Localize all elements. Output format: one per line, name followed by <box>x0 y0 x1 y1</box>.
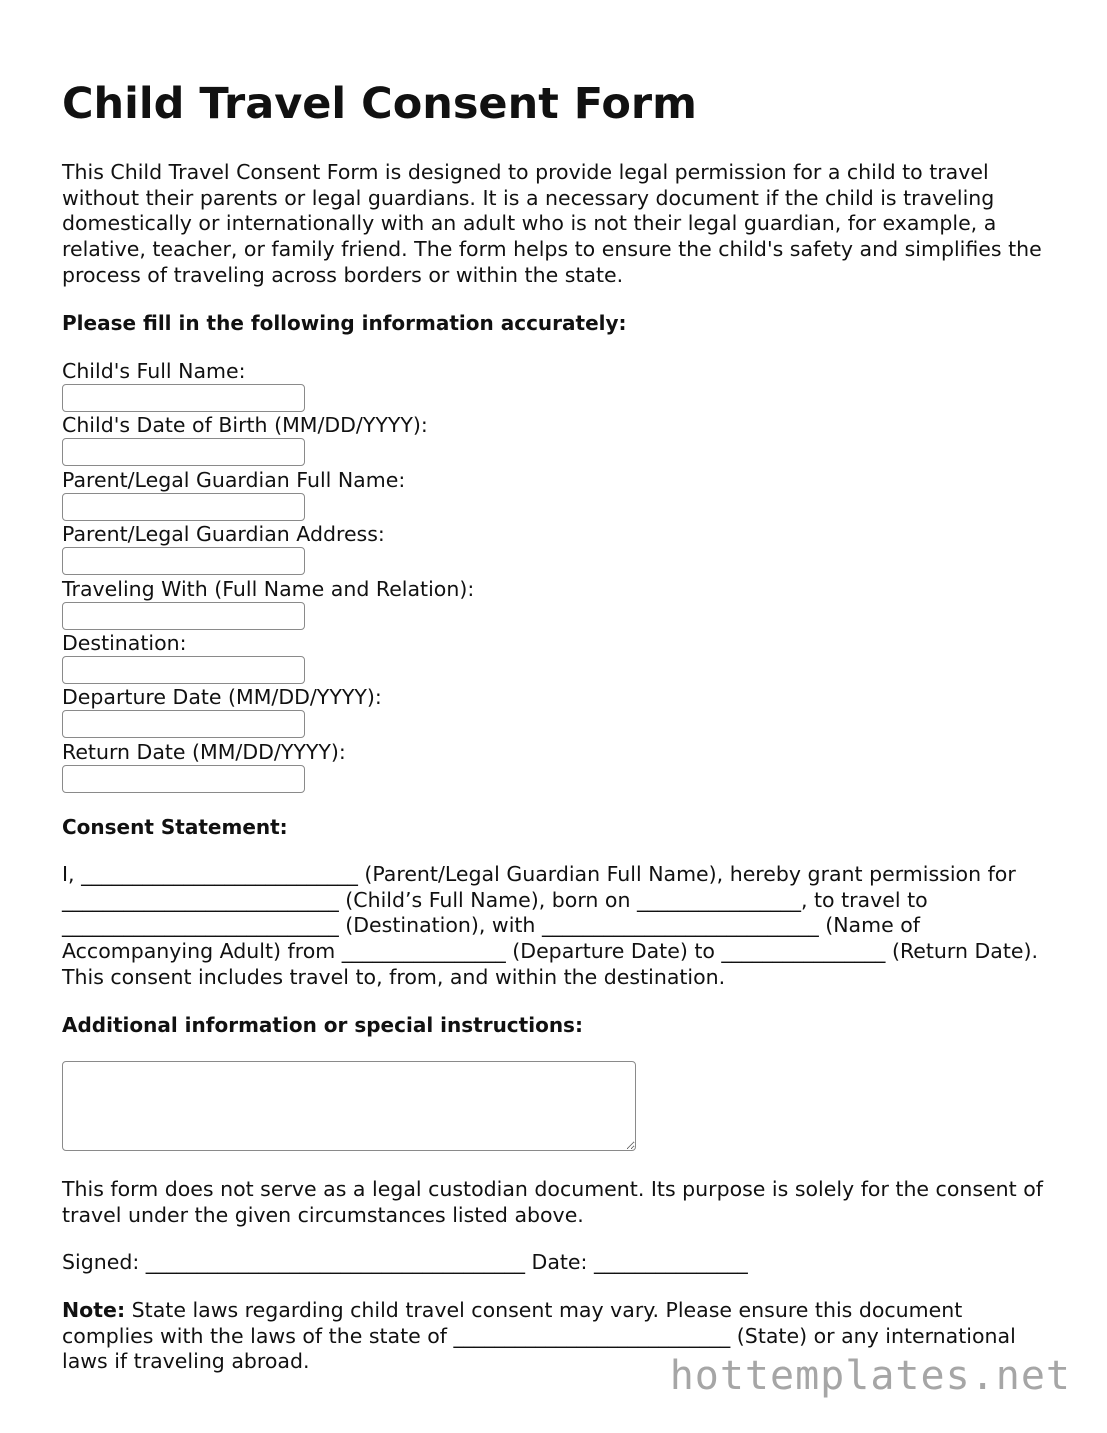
consent-heading: Consent Statement: <box>62 815 288 839</box>
field-guardian-full-name <box>62 467 662 521</box>
field-label: Destination: <box>62 630 187 655</box>
note-text: State laws regarding child travel consent may vary. Please ensure this document complies with the laws of the state of ___________________________ (State) or any international laws if traveling abroad. <box>62 1298 1016 1374</box>
field-departure-date <box>62 684 662 738</box>
field-label: Traveling With (Full Name and Relation): <box>62 576 475 601</box>
disclaimer-paragraph: This form does not serve as a legal custodian document. Its purpose is solely for the consent of travel under the given circumstances listed above. <box>62 1177 1043 1227</box>
signature-line: Signed: _____________________________________ Date: _______________ <box>62 1250 748 1274</box>
field-label: Parent/Legal Guardian Full Name: <box>62 467 406 492</box>
additional-info-heading: Additional information or special instructions: <box>62 1013 583 1037</box>
field-child-full-name <box>62 358 662 412</box>
traveling-with-input[interactable] <box>62 602 305 630</box>
destination-input[interactable] <box>62 656 305 684</box>
consent-statement: I, ___________________________ (Parent/Legal Guardian Full Name), hereby grant permission for ___________________________ (Child’s Full Name), born on ________________, to travel to ___________________________ (Destination), with ___________________________ (Name of Accompanying Adult) from ________________ (Departure Date) to ________________ (Return Date). This consent includes travel to, from, and within the destination. <box>62 862 1039 989</box>
field-return-date <box>62 739 662 793</box>
field-label: Child's Full Name: <box>62 359 246 383</box>
fill-instructions-heading: Please fill in the following information accurately: <box>62 311 627 335</box>
field-guardian-address <box>62 521 662 575</box>
note-label: Note: <box>62 1298 126 1322</box>
return-date-input[interactable] <box>62 765 305 793</box>
additional-info-textarea[interactable] <box>62 1061 636 1151</box>
field-label: Parent/Legal Guardian Address: <box>62 522 385 547</box>
field-child-date-of-birth <box>62 412 662 466</box>
form-fields <box>62 358 662 793</box>
page-title: Child Travel Consent Form <box>62 79 697 129</box>
field-label: Departure Date (MM/DD/YYYY): <box>62 685 382 710</box>
field-label: Child's Date of Birth (MM/DD/YYYY): <box>62 413 428 438</box>
child-full-name-input[interactable] <box>62 384 305 412</box>
field-traveling-with <box>62 576 662 630</box>
field-destination <box>62 630 662 684</box>
watermark: hottemplates.net <box>669 1353 1071 1399</box>
intro-paragraph: This Child Travel Consent Form is designed to provide legal permission for a child to travel without their parents or legal guardians. It is a necessary document if the child is traveling domestically or internationally with an adult who is not their legal guardian, for example, a relative, teacher, or family friend. The form helps to ensure the child's safety and simplifies the process of traveling across borders or within the state. <box>62 160 1042 287</box>
guardian-full-name-input[interactable] <box>62 493 305 521</box>
departure-date-input[interactable] <box>62 710 305 738</box>
field-label: Return Date (MM/DD/YYYY): <box>62 739 346 764</box>
guardian-address-input[interactable] <box>62 547 305 575</box>
child-date-of-birth-input[interactable] <box>62 438 305 466</box>
